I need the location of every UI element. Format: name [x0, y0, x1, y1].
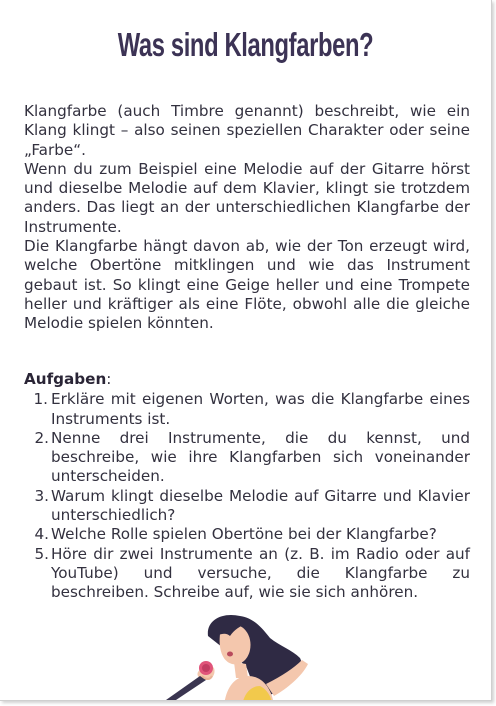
task-text: Welche Rolle spielen Obertöne bei der Klangfarbe? — [51, 525, 437, 544]
task-text: Nenne drei Instrumente, die du kennst, und beschreibe, wie ihre Klangfarben sich voneinander unterscheiden. — [51, 428, 470, 486]
intro-paragraph-2: Wenn du zum Beispiel eine Melodie auf der Gitarre hörst und dieselbe Melodie auf dem Klavier, klingt sie trotzdem anders. Das liegt an der unterschiedlichen Klangfarbe der Instrumente. — [24, 159, 470, 236]
tasks-heading-colon: : — [106, 370, 112, 388]
task-list — [24, 390, 470, 602]
page-title: Was sind Klangfarben? — [117, 26, 374, 63]
singer-mouth — [227, 652, 233, 657]
microphone-grille — [202, 664, 210, 672]
singer-neck — [234, 662, 248, 678]
microphone-handle — [166, 676, 206, 701]
task-text: Warum klingt dieselbe Melodie auf Gitarre und Klavier unterschiedlich? — [51, 486, 470, 525]
task-number: 3. — [34, 486, 49, 505]
tasks-heading-label: Aufgaben — [24, 370, 107, 388]
intro-text — [24, 102, 470, 334]
intro-paragraph-1: Klangfarbe (auch Timbre genannt) beschreibt, wie ein Klang klingt – also seinen speziellen Charakter oder seine „Farbe“. — [24, 102, 470, 159]
task-item-5 — [24, 545, 470, 603]
task-number: 1. — [33, 390, 48, 409]
task-text: Erkläre mit eigenen Worten, was die Klangfarbe eines Instruments ist. — [51, 390, 470, 428]
intro-paragraph-3: Die Klangfarbe hängt davon ab, wie der Ton erzeugt wird, welche Obertöne mitklingen und wie das Instrument gebaut ist. So klingt eine Geige heller und eine Trompete heller und kräftiger als eine Flöte, obwohl alle die gleiche Melodie spielen könnten. — [24, 237, 470, 333]
task-item-2 — [24, 429, 470, 487]
task-number: 4. — [34, 525, 49, 544]
tasks-heading — [24, 370, 470, 389]
tasks-section — [24, 370, 470, 603]
task-number: 2. — [34, 428, 49, 447]
task-item-3 — [24, 487, 470, 526]
task-number: 5. — [34, 544, 49, 563]
task-item-4 — [24, 525, 470, 544]
task-item-1 — [24, 390, 470, 429]
singer-illustration-icon — [150, 606, 350, 701]
task-text: Höre dir zwei Instrumente an (z. B. im Radio oder auf YouTube) und versuche, die Klangfarbe zu beschreiben. Schreibe auf, wie sie sich anhören. — [51, 544, 470, 602]
